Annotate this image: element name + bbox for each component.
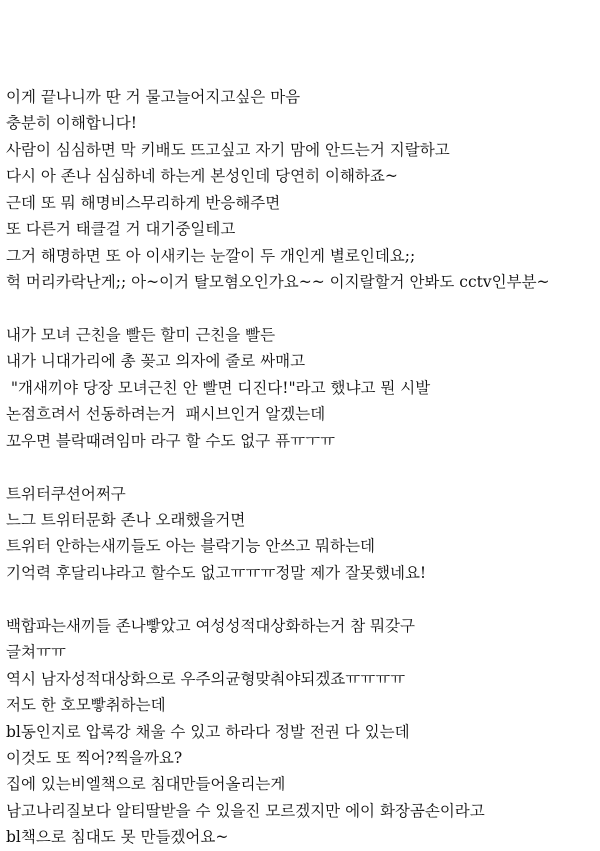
text-line: 트위터 안하는새끼들도 아는 블락기능 안쓰고 뭐하는데 [6, 537, 376, 556]
text-line: 이게 끝나니까 딴 거 물고늘어지고싶은 마음 [6, 88, 301, 106]
blank-line [6, 454, 600, 480]
text-line: 근데 또 뭐 해명비스무리하게 반응해주면 [6, 193, 281, 212]
text-line: "개새끼야 당장 모녀근친 안 빨면 디진다!"라고 했냐고 뭔 시발 [6, 378, 431, 397]
text-line: 느그 트위터문화 존나 오래했을거면 [6, 511, 246, 529]
text-line: 충분히 이해합니다! [6, 114, 137, 133]
text-line: 글쳐ㅠㅠ [6, 643, 66, 662]
text-line: 집에 있는비엘책으로 침대만들어올리는게 [6, 775, 286, 794]
document-body [6, 84, 600, 851]
text-line: 트위터쿠션어쩌구 [6, 484, 126, 503]
text-line: 내가 모녀 근친을 빨든 할미 근친을 빨든 [6, 325, 276, 344]
text-line: 내가 니대가리에 총 꽂고 의자에 줄로 싸매고 [6, 352, 306, 371]
text-line: 헉 머리카락난게;; 아~이거 탈모혐오인가요~~ 이지랄할거 안봐도 cctv인부분~ [6, 273, 550, 292]
text-line: 또 다른거 태클걸 거 대기중일테고 [6, 220, 236, 239]
text-line: 다시 아 존나 심심하네 하는게 본성인데 당연히 이해하죠~ [6, 167, 398, 186]
text-line: 역시 남자성적대상화으로 우주의균형맞춰야되겠죠ㅠㅠㅠㅠ [6, 669, 406, 688]
text-line: 그거 해명하면 또 아 이새키는 눈깔이 두 개인게 별로인데요;; [6, 246, 416, 265]
text-line: bl동인지로 압록강 채울 수 있고 하라다 정발 전권 다 있는데 [6, 722, 410, 741]
text-line: 꼬우면 블락때려임마 라구 할 수도 없구 퓨ㅠㅜㅠ [6, 431, 336, 450]
text-line: 기억력 후달리냐라고 할수도 없고ㅠㅠㅠ정말 제가 잘못했네요! [6, 563, 427, 582]
text-line: 이것도 또 찍어?찍을까요? [6, 748, 183, 767]
text-line: 논점흐려서 선동하려는거 패시브인거 알겠는데 [6, 405, 326, 424]
text-line: 저도 한 호모빻취하는데 [6, 696, 166, 715]
blank-line [6, 296, 600, 322]
text-line: 사람이 심심하면 막 키배도 뜨고싶고 자기 맘에 안드는거 지랄하고 [6, 140, 450, 159]
blank-line [6, 586, 600, 612]
text-line: 남고나리질보다 알티딸받을 수 있을진 모르겠지만 에이 화장곰손이라고 [6, 801, 485, 820]
text-line: bl책으로 침대도 못 만들겠어요~ [6, 828, 229, 847]
text-line: 백합파는새끼들 존나빻았고 여성성적대상화하는거 참 뭐갖구 [6, 616, 416, 635]
